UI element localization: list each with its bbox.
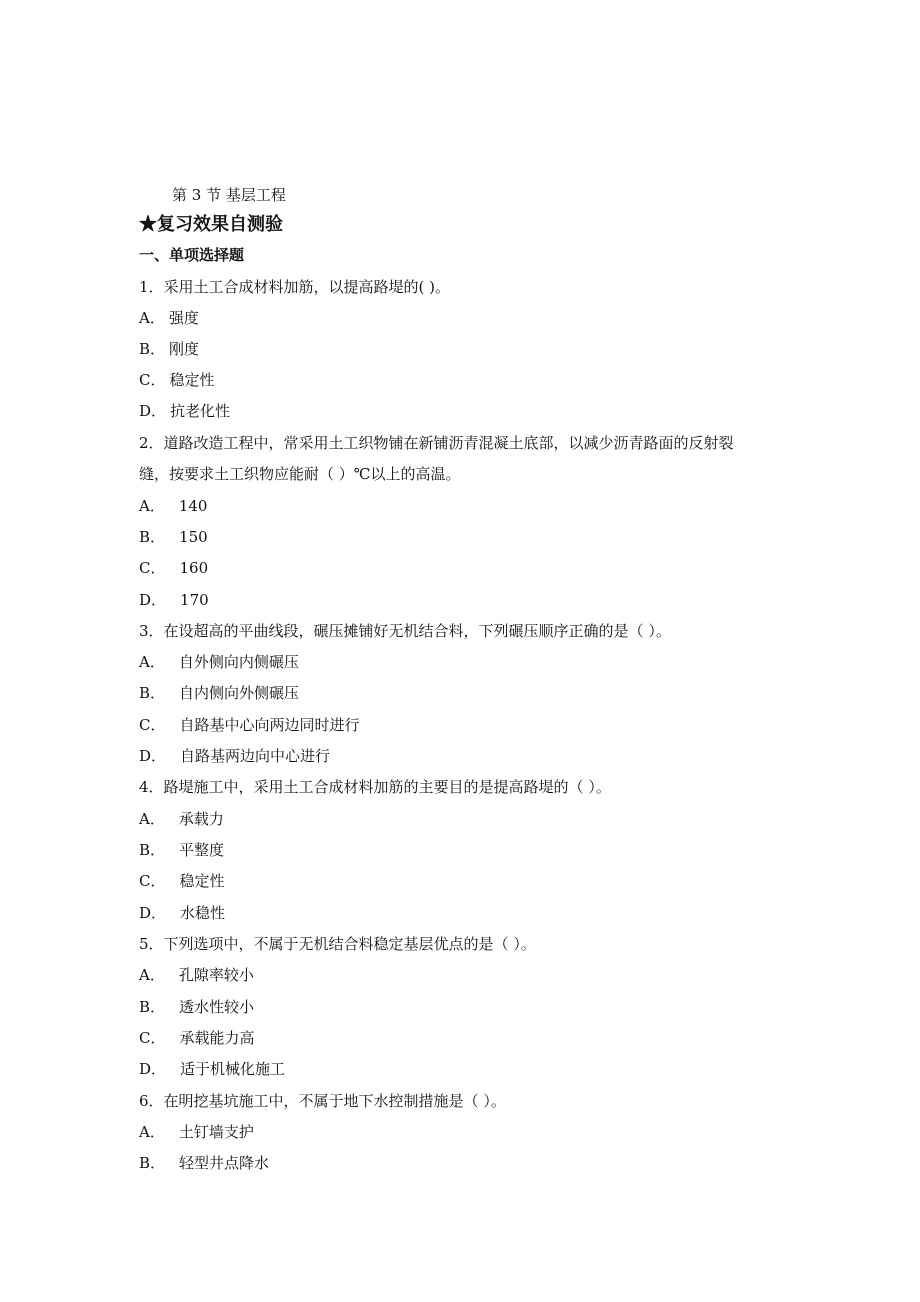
option-text: 稳定性 <box>169 371 215 389</box>
option-letter: A． <box>139 810 165 828</box>
page-heading: ★复习效果自测验 <box>139 214 283 235</box>
option-text: 轻型井点降水 <box>179 1154 270 1172</box>
option-letter: A． <box>139 966 165 984</box>
question-5-option-d <box>139 1059 285 1079</box>
option-letter: B． <box>139 1154 166 1172</box>
question-5-option-c <box>139 1028 255 1048</box>
question-4-option-c <box>139 871 225 891</box>
option-text: 自外侧向内侧碾压 <box>178 653 299 671</box>
question-6-option-b <box>139 1153 269 1173</box>
question-4-option-d <box>139 903 225 923</box>
option-letter: A． <box>139 309 165 327</box>
question-1-option-a <box>139 308 199 328</box>
question-5-stem: 5．下列选项中，不属于无机结合料稳定基层优点的是（ ）。 <box>139 935 536 953</box>
option-letter: A． <box>139 497 165 515</box>
question-6-stem: 6．在明挖基坑施工中，不属于地下水控制措施是（ ）。 <box>139 1092 506 1110</box>
option-text: 稳定性 <box>179 872 225 890</box>
option-letter: A． <box>139 653 165 671</box>
question-3-option-d <box>139 746 330 766</box>
option-letter: D． <box>139 591 167 609</box>
option-text: 自路基两边向中心进行 <box>180 747 331 765</box>
question-3-option-b <box>139 683 299 703</box>
option-text: 170 <box>180 591 209 609</box>
option-letter: D． <box>139 904 167 922</box>
option-text: 透水性较小 <box>179 998 255 1016</box>
question-3-stem: 3．在设超高的平曲线段，碾压摊铺好无机结合料，下列碾压顺序正确的是（ ）。 <box>139 622 671 640</box>
question-2-option-a <box>139 496 207 516</box>
option-text: 自路基中心向两边同时进行 <box>179 716 360 734</box>
question-1-option-d <box>139 401 230 421</box>
question-3-option-a <box>139 652 299 672</box>
option-letter: C． <box>139 371 166 389</box>
question-4-option-a <box>139 809 224 829</box>
option-letter: D． <box>139 747 167 765</box>
question-2-stem-line-2: 缝，按要求土工织物应能耐（ ）℃以上的高温。 <box>139 465 461 483</box>
option-text: 160 <box>179 559 209 577</box>
option-letter: B． <box>139 841 166 859</box>
option-letter: C． <box>139 716 166 734</box>
option-text: 刚度 <box>169 340 200 358</box>
option-letter: C． <box>139 1029 166 1047</box>
option-text: 承载能力高 <box>179 1029 255 1047</box>
option-letter: A． <box>139 1123 165 1141</box>
option-letter: B． <box>139 528 166 546</box>
option-letter: C． <box>139 872 166 890</box>
option-text: 平整度 <box>179 841 225 859</box>
question-1-stem: 1．采用土工合成材料加筋，以提高路堤的( )。 <box>139 278 451 296</box>
option-letter: B． <box>139 684 166 702</box>
option-text: 150 <box>179 528 208 546</box>
option-text: 自内侧向外侧碾压 <box>179 684 300 702</box>
question-5-option-b <box>139 997 254 1017</box>
question-2-option-d <box>139 590 209 610</box>
question-3-option-c <box>139 715 360 735</box>
option-text: 抗老化性 <box>170 402 231 420</box>
option-text: 孔隙率较小 <box>178 966 254 984</box>
question-1-option-b <box>139 339 199 359</box>
option-letter: B． <box>139 998 166 1016</box>
option-letter: C． <box>139 559 166 577</box>
question-2-stem-line-1: 2．道路改造工程中，常采用土工织物铺在新铺沥青混凝土底部，以减少沥青路面的反射裂 <box>139 434 734 452</box>
option-text: 适于机械化施工 <box>180 1060 286 1078</box>
option-text: 土钉墙支护 <box>178 1123 254 1141</box>
question-5-option-a <box>139 965 254 985</box>
option-text: 承载力 <box>178 810 224 828</box>
option-letter: B． <box>139 340 166 358</box>
option-letter: D． <box>139 1060 167 1078</box>
option-text: 水稳性 <box>180 904 226 922</box>
question-1-option-c <box>139 370 215 390</box>
option-letter: D． <box>139 402 167 420</box>
question-2-option-c <box>139 558 208 578</box>
question-6-option-a <box>139 1122 254 1142</box>
section-title: 第 3 节 基层工程 <box>172 186 286 204</box>
question-4-option-b <box>139 840 224 860</box>
option-text: 140 <box>178 497 208 515</box>
question-2-option-b <box>139 527 208 547</box>
question-type-heading: 一、单项选择题 <box>139 246 245 264</box>
question-4-stem: 4．路堤施工中，采用土工合成材料加筋的主要目的是提高路堤的（ ）。 <box>139 778 611 796</box>
option-text: 强度 <box>168 309 199 327</box>
